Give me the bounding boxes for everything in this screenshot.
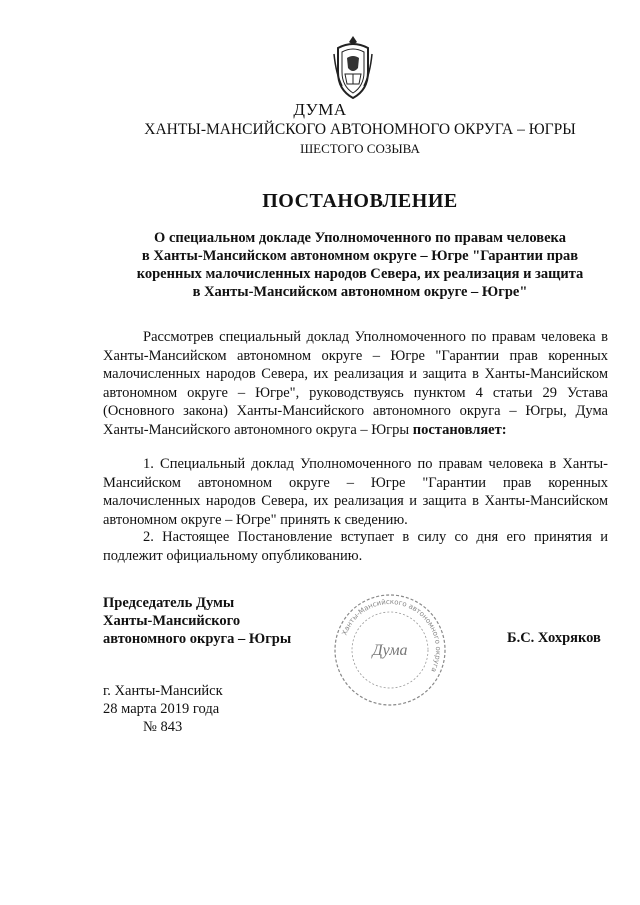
org-convocation: ШЕСТОГО СОЗЫВА xyxy=(300,141,420,156)
title-line: в Ханты-Мансийском автономном округе – Югре" xyxy=(192,284,528,300)
position-line: автономного округа – Югры xyxy=(103,631,292,647)
date: 28 марта 2019 года xyxy=(103,701,220,717)
item-2-paragraph xyxy=(103,528,608,565)
city: г. Ханты-Мансийск xyxy=(103,683,223,699)
title-line: коренных малочисленных народов Севера, их реализация и защита xyxy=(136,266,584,282)
document-number: № 843 xyxy=(143,719,183,735)
signer-name: Б.С. Хохряков xyxy=(507,630,601,646)
preamble-text: Рассмотрев специальный доклад Уполномоченного по правам человека в Ханты-Мансийском автономном округе – Югре "Гарантии прав коренных малочисленных народов Севера, их реализация и защита в Ханты-Мансийском автономном округе – Югре", руководствуясь пунктом 4 статьи 29 Устава (Основного закона) Ханты-Мансийского автономного округа – Югры, Дума Ханты-Мансийского автономного округа – Югры xyxy=(103,329,608,438)
svg-text:Ханты-Мансийского автономного xyxy=(341,598,442,673)
org-title: ДУМА xyxy=(293,100,347,119)
official-stamp xyxy=(330,590,450,710)
title-line: в Ханты-Мансийском автономном округе – Югре "Гарантии прав xyxy=(141,248,579,264)
coat-of-arms-icon xyxy=(330,34,376,102)
position-line: Ханты-Мансийского xyxy=(103,613,241,629)
item-1-paragraph xyxy=(103,455,608,529)
stamp-ring-text: Ханты-Мансийского автономного округа xyxy=(340,597,443,674)
preamble-paragraph xyxy=(103,328,608,440)
preamble-decision: постановляет: xyxy=(412,421,507,438)
org-region: ХАНТЫ-МАНСИЙСКОГО АВТОНОМНОГО ОКРУГА – ЮГРЫ xyxy=(144,121,576,138)
position-line: Председатель Думы xyxy=(103,595,235,611)
document-type: ПОСТАНОВЛЕНИЕ xyxy=(262,190,458,212)
title-line: О специальном докладе Уполномоченного по правам человека xyxy=(154,230,566,246)
stamp-center-text: Дума xyxy=(372,642,408,659)
place-date-block xyxy=(103,682,223,736)
item-1-text: 1. Специальный доклад Уполномоченного по правам человека в Ханты-Мансийском автономном округе – Югре "Гарантии прав коренных малочисленных народов Севера, их реализация и защита в Ханты-Мансийском автономном округе – Югре" принять к сведению. xyxy=(103,456,608,528)
document-title xyxy=(100,229,620,301)
signature-position xyxy=(103,594,291,648)
item-2-text: 2. Настоящее Постановление вступает в силу со дня его принятия и подлежит официальному опубликованию. xyxy=(103,529,608,564)
